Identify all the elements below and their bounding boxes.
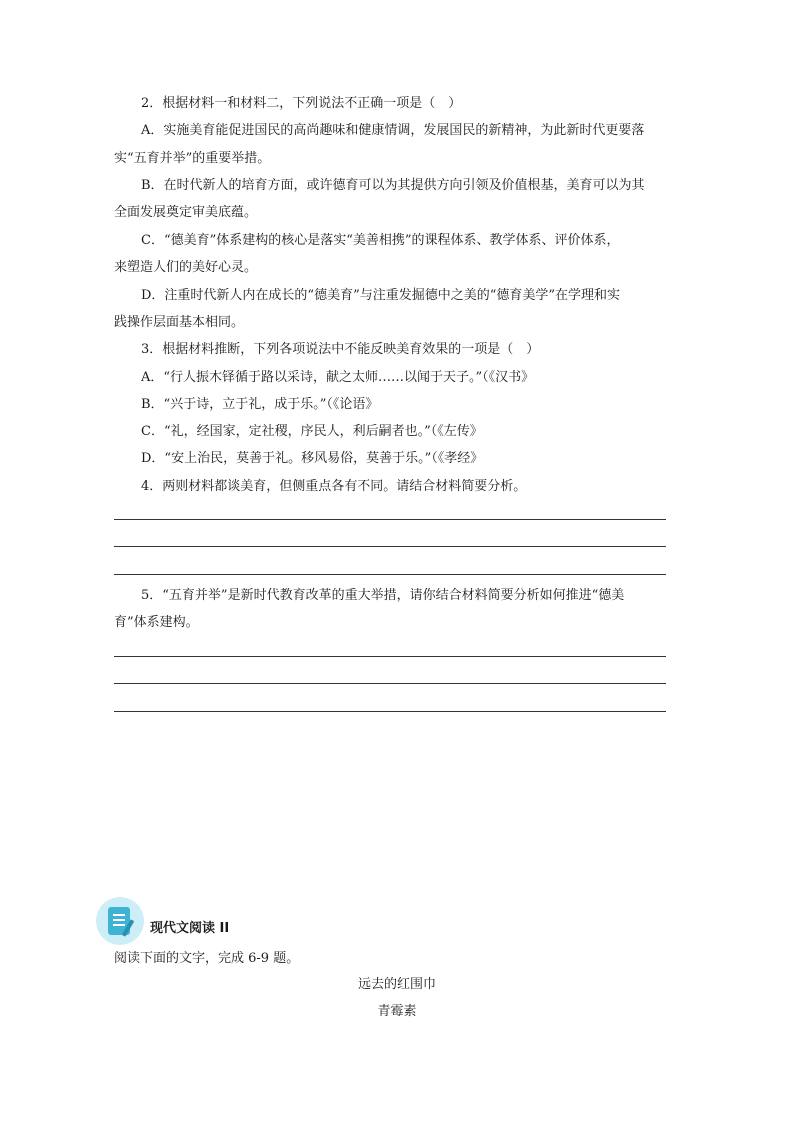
q5-answer-line-2[interactable]: [114, 683, 666, 684]
q3-option-a: A．“行人振木铎循于路以采诗，献之太师……以闻于天子。”（《汉书》: [141, 370, 535, 385]
q2-option-a-line1: A．实施美育能促进国民的高尚趣味和健康情调，发展国民的新精神，为此新时代更要落: [141, 123, 645, 138]
q2-stem: 2．根据材料一和材料二，下列说法不正确一项是（ ）: [141, 96, 462, 111]
q2-option-d-line1: D．注重时代新人内在成长的“德美育”与注重发掘德中之美的“德育美学”在学理和实: [141, 288, 621, 303]
q3-option-d: D．“安上治民，莫善于礼。移风易俗，莫善于乐。”（《孝经》: [141, 451, 484, 466]
article-title: 远去的红围巾: [357, 977, 436, 992]
q2-option-b-line2: 全面发展奠定审美底蕴。: [114, 205, 258, 220]
q3-option-b: B．“兴于诗，立于礼，成于乐。”（《论语》: [141, 397, 379, 412]
q2-option-c-line1: C．“德美育”体系建构的核心是落实“美善相携”的课程体系、教学体系、评价体系，: [141, 233, 620, 248]
q3-option-c: C．“礼，经国家，定社稷，序民人，利后嗣者也。”（《左传》: [141, 424, 483, 439]
notebook-icon: [96, 897, 144, 945]
section-title: 现代文阅读 II: [150, 921, 230, 936]
q5-stem-line1: 5．“五育并举”是新时代教育改革的重大举措，请你结合材料简要分析如何推进“德美: [141, 588, 625, 603]
q2-option-b-line1: B．在时代新人的培育方面，或许德育可以为其提供方向引领及价值根基，美育可以为其: [141, 178, 645, 193]
q4-answer-line-3[interactable]: [114, 574, 666, 575]
section-instruction: 阅读下面的文字，完成 6-9 题。: [114, 951, 300, 966]
article-author: 青霉素: [377, 1004, 417, 1019]
q5-stem-line2: 育”体系建构。: [114, 615, 199, 630]
q2-option-a-line2: 实“五育并举”的重要举措。: [114, 151, 271, 166]
q5-answer-line-1[interactable]: [114, 656, 666, 657]
q4-stem: 4．两则材料都谈美育，但侧重点各有不同。请结合材料简要分析。: [141, 479, 527, 494]
q3-stem: 3．根据材料推断，下列各项说法中不能反映美育效果的一项是（ ）: [141, 342, 540, 357]
q4-answer-line-2[interactable]: [114, 546, 666, 547]
q5-answer-line-3[interactable]: [114, 711, 666, 712]
q4-answer-line-1[interactable]: [114, 519, 666, 520]
q2-option-c-line2: 来塑造人们的美好心灵。: [114, 260, 258, 275]
q2-option-d-line2: 践操作层面基本相同。: [114, 315, 245, 330]
